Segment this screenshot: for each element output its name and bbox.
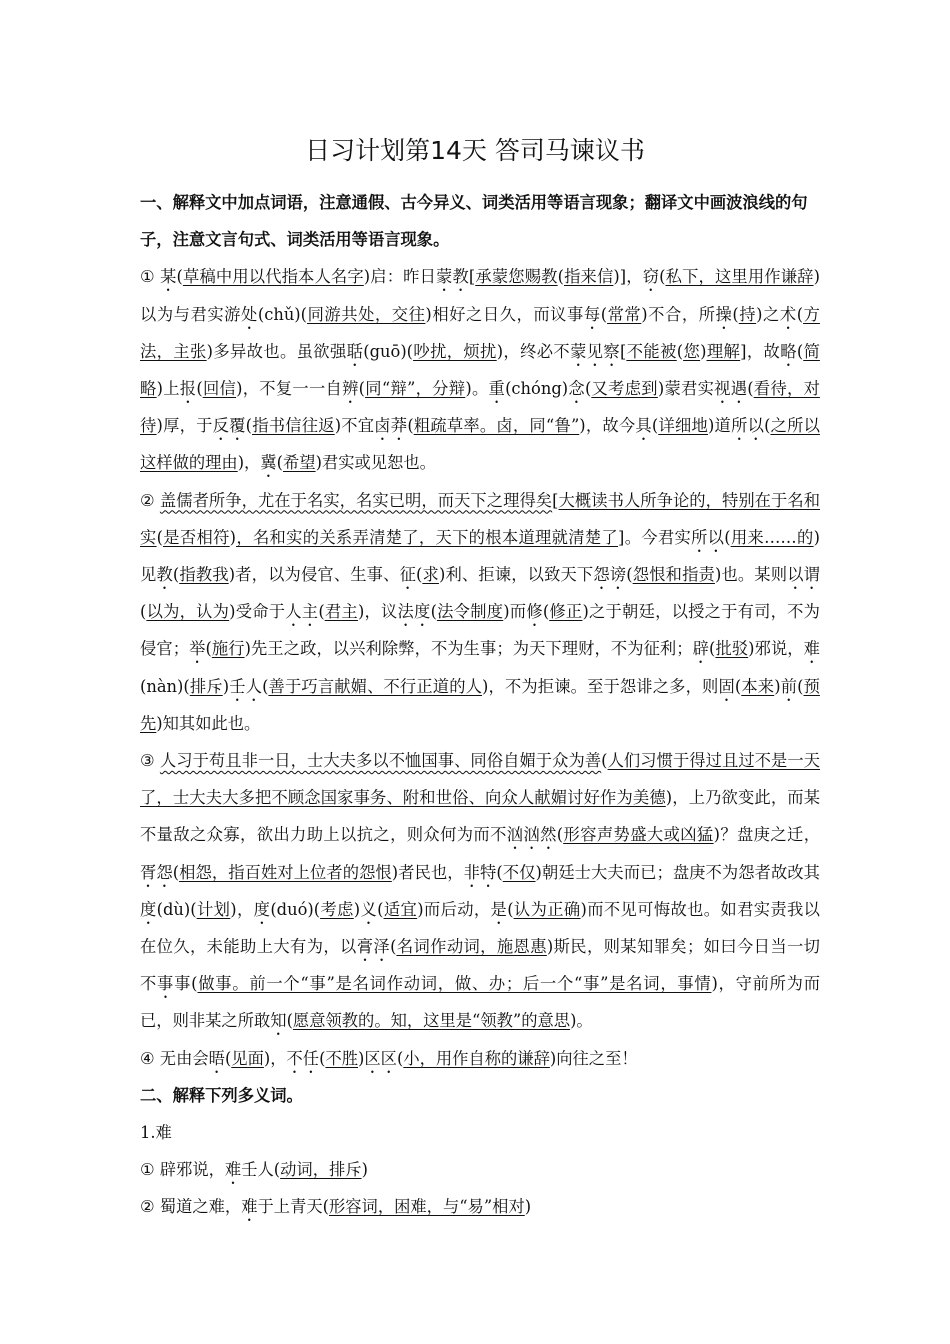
annotation-note: 计划 xyxy=(196,899,231,919)
plain-text: )斯民，则某知罪矣；如曰今日当一切不 xyxy=(140,937,820,994)
plain-text: ( xyxy=(172,862,180,882)
plain-text: )者，以为侵官、生事、 xyxy=(228,565,400,585)
annotation-note: 草稿中用以代指本人名字 xyxy=(182,267,364,287)
annotation-note: 考虑 xyxy=(320,899,354,919)
dotted-word: 人主 xyxy=(285,602,319,622)
plain-text: ]。今君实 xyxy=(618,527,692,547)
dotted-word: 所以 xyxy=(731,416,765,436)
plain-text: ( xyxy=(176,267,183,287)
plain-text: ( xyxy=(796,341,804,361)
dotted-word: 某 xyxy=(160,267,177,287)
dotted-word: 举 xyxy=(189,639,206,659)
section-heading-1: 一、解释文中加点词语，注意通假、古今异义、词类活用等语言现象；翻译文中画波浪线的句子，注意文言句式、词类活用等语言现象。 xyxy=(140,193,808,250)
plain-text: ) xyxy=(229,527,237,547)
plain-text: )]， xyxy=(613,267,643,287)
annotation-note: 君主 xyxy=(324,602,358,622)
plain-text: ( xyxy=(542,602,550,622)
plain-text: )启：昨日 xyxy=(363,267,437,287)
annotation-note: 法令制度 xyxy=(436,602,504,622)
plain-text: )而后动， xyxy=(417,899,491,919)
plain-text: ( xyxy=(407,416,414,436)
annotation-note: 看待，对待 xyxy=(140,379,820,436)
dotted-word: 非特 xyxy=(463,862,497,882)
annotation-note: 简略 xyxy=(140,341,820,399)
dotted-word: 教 xyxy=(156,565,173,585)
dotted-word: 胥怨 xyxy=(140,862,173,882)
plain-text: )见 xyxy=(140,527,820,585)
plain-text: )，不复一一自 xyxy=(236,379,343,399)
dotted-word: 汹汹然 xyxy=(506,825,557,845)
plain-text: [ xyxy=(620,341,627,361)
annotation-note: 希望 xyxy=(283,453,316,473)
annotation-note: 用来……的 xyxy=(730,527,814,547)
dotted-word: 略 xyxy=(780,341,797,361)
annotation-note: 大概读书人所争论的，特别在于名和实 xyxy=(140,490,820,547)
annotation-note: 人们习惯于得过且过不是一天了，士大夫大多把不顾念国家事务、附和世俗、向众人献媚讨好作为美德 xyxy=(140,751,820,808)
annotation-note: 方法，主张 xyxy=(140,304,820,361)
plain-text: ( xyxy=(764,416,771,436)
annotation-note: 以为，认为 xyxy=(146,602,230,622)
plain-text: )，守前所为而已，则非某之所敢 xyxy=(140,974,820,1031)
annotation-note: 见面 xyxy=(231,1048,264,1068)
annotation-note: 适宜 xyxy=(383,899,418,919)
plain-text: ( xyxy=(205,639,212,659)
plain-text: ( xyxy=(659,267,666,287)
annotation-note: ，名和实的关系弄清楚了，天下的根本道理就清楚了 xyxy=(236,527,619,547)
plain-text: ( xyxy=(734,676,742,696)
dotted-word: 冀 xyxy=(260,453,277,473)
dotted-word: 怨谤 xyxy=(593,565,627,585)
plain-text: ( xyxy=(390,937,397,957)
plain-text: ) xyxy=(353,899,361,919)
dotted-word: 具 xyxy=(635,416,652,436)
dotted-word: 区区 xyxy=(364,1048,397,1068)
annotation-note: 常常 xyxy=(607,304,642,324)
plain-text: 事( xyxy=(174,974,198,994)
plain-text: (chóng) xyxy=(505,379,569,399)
plain-text: ( xyxy=(196,379,203,399)
annotation-note: 之所以这样做的理由 xyxy=(140,416,820,473)
plain-text: ) xyxy=(222,676,230,696)
plain-text: ( xyxy=(796,304,804,324)
annotation-note: 是否相符 xyxy=(162,527,230,547)
dotted-word: 法度 xyxy=(397,602,431,622)
paragraph-4 xyxy=(140,1040,820,1077)
dotted-word: 蒙见察 xyxy=(570,341,621,361)
plain-text: )。 xyxy=(465,379,489,399)
dotted-word: 征 xyxy=(399,565,416,585)
plain-text: )， xyxy=(237,453,261,473)
plain-text: ( xyxy=(496,862,503,882)
annotation-note: 同游共处，交往 xyxy=(307,304,426,324)
paragraph-number: ② xyxy=(140,1197,160,1217)
dotted-word: 义 xyxy=(360,899,378,919)
plain-text: )不合，所 xyxy=(641,304,716,324)
annotation-note: 不胜 xyxy=(325,1048,359,1068)
plain-text: )邪说， xyxy=(748,639,804,659)
plain-text: )也。某则 xyxy=(714,565,788,585)
dotted-word: 晤 xyxy=(208,1048,225,1068)
item-sentence-2 xyxy=(140,1188,820,1225)
plain-text: ( xyxy=(319,1048,326,1068)
plain-text: ( xyxy=(156,527,163,547)
dotted-word: 难 xyxy=(803,639,820,659)
plain-text: ( xyxy=(286,1011,293,1031)
dotted-word: 不任 xyxy=(286,1048,320,1068)
plain-text: [ xyxy=(552,490,559,510)
plain-text: ( xyxy=(626,565,633,585)
annotation-note: 吵扰，烦扰 xyxy=(413,341,497,361)
document-body xyxy=(140,184,820,1226)
dotted-word: 处 xyxy=(241,304,258,324)
annotation-note: 详细地 xyxy=(658,416,708,436)
item-label: 1.难 xyxy=(140,1123,172,1143)
dotted-word: 以谓 xyxy=(787,565,820,585)
plain-text: )之 xyxy=(756,304,780,324)
annotation-note: 又考虑到 xyxy=(591,379,658,399)
dotted-word: 辟 xyxy=(692,639,710,659)
plain-text: ) xyxy=(358,1048,365,1068)
plain-text: ( xyxy=(140,602,147,622)
annotation-note: 本来 xyxy=(741,676,775,696)
annotation-note: 指教我 xyxy=(179,565,229,585)
plain-text: )上 xyxy=(156,379,180,399)
plain-text: (nàn)( xyxy=(140,676,190,696)
plain-text: )朝廷士大夫而已；盘庚不为怨者故改其 xyxy=(535,862,820,882)
plain-text: 蜀道之难， xyxy=(159,1197,242,1217)
plain-text: ( xyxy=(676,341,684,361)
plain-text: 于上青天( xyxy=(257,1197,329,1217)
dotted-word: 操 xyxy=(715,304,733,324)
annotation-note: 批驳 xyxy=(715,639,749,659)
plain-text: )厚，于 xyxy=(156,416,213,436)
plain-text: [ xyxy=(468,267,476,287)
annotation-note: 动词，排斥 xyxy=(280,1160,362,1180)
annotation-note: 排斥 xyxy=(189,676,223,696)
dotted-word: 念 xyxy=(568,379,585,399)
annotation-note: 指书信往返 xyxy=(251,416,335,436)
plain-text: )而 xyxy=(503,602,527,622)
annotation-note: 相怨，指百姓对上位者的怨恨 xyxy=(179,862,392,882)
annotation-note: 修正 xyxy=(549,602,583,622)
plain-text: )者民也， xyxy=(391,862,464,882)
wavy-sentence: 盖儒者所争，尤在于名实，名实已明，而天下之理得矣 xyxy=(159,490,553,510)
dotted-word: 前 xyxy=(780,676,798,696)
dotted-word: 蒙教 xyxy=(436,267,469,287)
plain-text: ( xyxy=(358,379,366,399)
plain-text: )向往之至！ xyxy=(549,1048,638,1068)
plain-text: )道 xyxy=(707,416,732,436)
dotted-word: 视遇 xyxy=(714,379,748,399)
plain-text: ( xyxy=(430,602,437,622)
plain-text: ( xyxy=(747,379,754,399)
plain-text: ( xyxy=(557,267,564,287)
paragraph-2 xyxy=(140,482,820,742)
plain-text: ( xyxy=(601,751,608,771)
plain-text: )多异故也。虽欲强 xyxy=(206,341,347,361)
annotation-note: 私下，这里用作谦辞 xyxy=(665,267,814,287)
annotation-note: 粗疏草率。卤，同“鲁” xyxy=(413,416,580,436)
dotted-word: 膏泽 xyxy=(356,937,391,957)
annotation-note: 不仅 xyxy=(502,862,536,882)
plain-text: 辟邪说， xyxy=(159,1160,225,1180)
plain-text: ( xyxy=(262,676,269,696)
plain-text: 壬人( xyxy=(241,1160,281,1180)
plain-text: )蒙君实 xyxy=(657,379,715,399)
paragraph-number: ④ xyxy=(140,1048,160,1068)
plain-text: )而不见可悔故也。如君实责我以在位久，未能助上大有为，以 xyxy=(140,899,820,957)
plain-text: ) xyxy=(361,1160,368,1180)
paragraph-number: ② xyxy=(140,490,160,510)
plain-text: )，议 xyxy=(357,602,398,622)
plain-text: ) xyxy=(700,341,707,361)
annotation-note: 求 xyxy=(422,565,439,585)
annotation-note: 名词作动词，施恩惠 xyxy=(396,937,547,957)
plain-text: (chǔ)( xyxy=(257,304,308,324)
item-sentence-1 xyxy=(140,1151,820,1188)
plain-text: ) xyxy=(774,676,781,696)
annotation-note: 小，用作自称的谦辞 xyxy=(403,1048,550,1068)
plain-text: ( xyxy=(396,1048,404,1068)
plain-text: (duó)( xyxy=(270,899,321,919)
paragraph-number: ① xyxy=(140,1160,160,1180)
dotted-word: 所以 xyxy=(691,527,725,547)
annotation-note: 您 xyxy=(683,341,701,361)
plain-text: )先王之政，以兴利除弊，不为生事；为天下理财，不为征利； xyxy=(244,639,693,659)
dotted-word: 固 xyxy=(718,676,735,696)
dotted-word: 是 xyxy=(490,899,508,919)
plain-text: ( xyxy=(172,565,180,585)
plain-text: ( xyxy=(377,899,384,919)
plain-text: ( xyxy=(797,676,804,696)
plain-text: ( xyxy=(507,899,514,919)
dotted-word: 反覆 xyxy=(212,416,246,436)
plain-text: ( xyxy=(651,416,659,436)
annotation-note: 指来信 xyxy=(563,267,614,287)
plain-text: (dù)( xyxy=(156,899,197,919)
dotted-word: 度 xyxy=(140,899,157,919)
plain-text: )利、拒谏，以致天下 xyxy=(438,565,594,585)
page-title: 日习计划第14天 答司马谏议书 xyxy=(305,136,645,165)
paragraph-3 xyxy=(140,742,820,1040)
dotted-word: 每 xyxy=(583,304,601,324)
plain-text: ( xyxy=(724,527,731,547)
plain-text: ( xyxy=(245,416,252,436)
section-heading-2: 二、解释下列多义词。 xyxy=(140,1085,303,1105)
dotted-word: 辨 xyxy=(342,379,359,399)
plain-text: )知其如此也。 xyxy=(156,713,261,733)
dotted-word: 修 xyxy=(526,602,543,622)
dotted-word: 报 xyxy=(179,379,197,399)
plain-text: )君实或见恕也。 xyxy=(315,453,436,473)
plain-text: ( xyxy=(276,453,283,473)
paragraph-1 xyxy=(140,258,820,481)
plain-text: )不宜 xyxy=(334,416,375,436)
plain-text: )，故今 xyxy=(579,416,636,436)
annotation-note: 怨恨和指责 xyxy=(632,565,715,585)
dotted-word: 重 xyxy=(488,379,506,399)
annotation-note: 持 xyxy=(738,304,757,324)
dotted-word: 难 xyxy=(241,1197,258,1217)
plain-text: )。 xyxy=(570,1011,593,1031)
plain-text: ( xyxy=(709,639,716,659)
plain-text: ( xyxy=(556,825,564,845)
dotted-word: 窃 xyxy=(642,267,660,287)
annotation-note: 承蒙您赐教 xyxy=(475,267,558,287)
plain-text: )， xyxy=(230,899,254,919)
plain-text: )？盘庚之迁， xyxy=(713,825,820,845)
annotation-note: 施行 xyxy=(211,639,245,659)
dotted-word: 知 xyxy=(270,1011,287,1031)
dotted-word: 卤莽 xyxy=(374,416,408,436)
plain-text: ( xyxy=(600,304,608,324)
plain-text: )之于朝廷，以授之于有司，不为侵官； xyxy=(140,602,820,659)
dotted-word: 度 xyxy=(253,899,271,919)
plain-text: ( xyxy=(224,1048,232,1068)
annotation-note: 同“辩”，分辩 xyxy=(365,379,466,399)
annotation-note: 回信 xyxy=(202,379,237,399)
annotation-note: 做事。前一个“事”是名词作动词，做、办；后一个“事”是名词，事情 xyxy=(197,974,712,994)
plain-text: )，不为拒谏。至于怨诽之多，则 xyxy=(482,676,719,696)
dotted-word: 聒 xyxy=(346,341,364,361)
plain-text: ( xyxy=(318,602,325,622)
plain-text: )相好之日久，而议事 xyxy=(425,304,584,324)
plain-text: )，终必不 xyxy=(496,341,571,361)
plain-text: ( xyxy=(416,565,423,585)
plain-text: (guō)( xyxy=(363,341,414,361)
dotted-word: 术 xyxy=(779,304,797,324)
wavy-sentence: 人习于苟且非一日，士大夫多以不恤国事、同俗自媚于众为善 xyxy=(159,751,602,771)
annotation-note: 不能被 xyxy=(626,341,677,361)
plain-text: ]，故 xyxy=(740,341,781,361)
dotted-word: 事 xyxy=(157,974,175,994)
plain-text: ) xyxy=(524,1197,532,1217)
annotation-note: 理解 xyxy=(706,341,741,361)
plain-text: )，上乃欲变此，而某不量敌之众寡，欲出力助上以抗之，则众何为而不 xyxy=(140,788,820,845)
paragraph-number: ① xyxy=(140,267,161,287)
plain-text: )受命于 xyxy=(229,602,286,622)
annotation-note: 形容声势盛大或凶猛 xyxy=(563,825,714,845)
annotation-note: 形容词，困难，与“易”相对 xyxy=(328,1197,525,1217)
plain-text: ( xyxy=(732,304,739,324)
paragraph-number: ③ xyxy=(140,751,160,771)
annotation-note: 愿意领教的。知，这里是“领教”的意思 xyxy=(292,1011,571,1031)
plain-text: )， xyxy=(263,1048,287,1068)
plain-text: )以为与君实游 xyxy=(140,267,820,324)
annotation-note: 预先 xyxy=(140,676,820,733)
dotted-word: 难 xyxy=(224,1160,242,1180)
plain-text: 无由会 xyxy=(159,1048,209,1068)
annotation-note: 善于巧言献媚、不行正道的人 xyxy=(268,676,483,696)
dotted-word: 壬人 xyxy=(229,676,263,696)
annotation-note: 认为正确 xyxy=(513,899,581,919)
plain-text: ( xyxy=(584,379,592,399)
